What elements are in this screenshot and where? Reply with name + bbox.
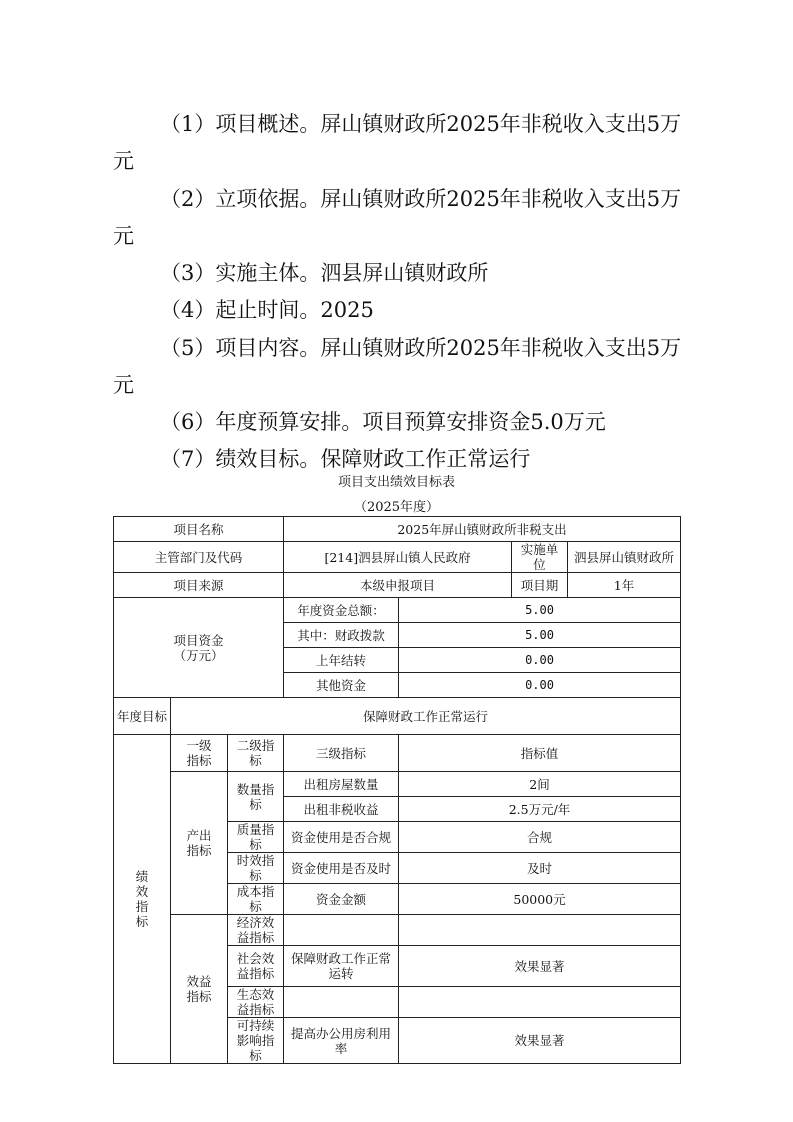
- econ-name: [284, 915, 399, 946]
- project-name-label: 项目名称: [114, 517, 284, 542]
- fund-carryover-value: 0.00: [399, 648, 681, 673]
- paragraph-5-line-2: 元: [113, 373, 134, 397]
- cost-label: 成本指标: [228, 884, 284, 915]
- perf-indicator-text: 绩效指标: [135, 869, 149, 929]
- header-level1: [171, 735, 228, 772]
- table-row: [114, 735, 681, 772]
- header-level2: 二级指标: [228, 735, 284, 772]
- paragraph-1-line-1: （1）项目概述。屏山镇财政所2025年非税收入支出5万: [160, 112, 682, 136]
- output-label: [171, 772, 228, 915]
- timely-label: 时效指标: [228, 853, 284, 884]
- table-row: [114, 772, 681, 797]
- econ-value: [399, 915, 681, 946]
- social-label: 社会效益指标: [228, 946, 284, 987]
- timely-value: 及时: [399, 853, 681, 884]
- unit-value: 泗县屏山镇财政所: [568, 542, 681, 573]
- eco-name: [284, 987, 399, 1018]
- quality-value: 合规: [399, 822, 681, 853]
- header-level1-text: 一级指标: [186, 738, 212, 768]
- paragraph-5-line-1: （5）项目内容。屏山镇财政所2025年非税收入支出5万: [160, 336, 682, 360]
- paragraph-4: （4）起止时间。2025: [160, 298, 374, 322]
- quantity-label: 数量指标: [228, 772, 284, 822]
- sustain-value: 效果显著: [399, 1018, 681, 1064]
- annual-goal-label: 年度目标: [114, 698, 171, 735]
- fund-total-label: 年度资金总额：: [284, 598, 399, 623]
- funds-label-line-1: 项目资金: [173, 632, 224, 648]
- fund-other-value: 0.00: [399, 673, 681, 698]
- benefit-label: [171, 915, 228, 1064]
- fund-carryover-label: 上年结转: [284, 648, 399, 673]
- benefit-label-text: 效益指标: [186, 974, 212, 1004]
- unit-label: 实施单位: [512, 542, 568, 573]
- source-label: 项目来源: [114, 573, 284, 598]
- paragraph-2-line-2: 元: [113, 224, 134, 248]
- q1-name: 出租房屋数量: [284, 772, 399, 797]
- timely-name: 资金使用是否及时: [284, 853, 399, 884]
- table-row: [114, 517, 681, 542]
- period-label: 项目期: [512, 573, 568, 598]
- sustain-name: 提高办公用房利用率: [284, 1018, 399, 1064]
- q2-name: 出租非税收益: [284, 797, 399, 822]
- q2-value: 2.5万元/年: [399, 797, 681, 822]
- header-value: 指标值: [399, 735, 681, 772]
- cost-value: 50000元: [399, 884, 681, 915]
- paragraph-1-line-2: 元: [113, 149, 134, 173]
- output-label-text: 产出指标: [186, 828, 212, 858]
- annual-goal-value: 保障财政工作正常运行: [171, 698, 681, 735]
- quality-label: 质量指标: [228, 822, 284, 853]
- fund-total-value: 5.00: [399, 598, 681, 623]
- perf-indicator-label: [114, 735, 171, 1064]
- project-name-value: 2025年屏山镇财政所非税支出: [284, 517, 681, 542]
- funds-label-line-2: （万元）: [173, 647, 224, 663]
- paragraph-3: （3）实施主体。泗县屏山镇财政所: [160, 261, 489, 285]
- table-row: [114, 542, 681, 573]
- fund-fiscal-label: 其中：财政拨款: [284, 623, 399, 648]
- dept-label: 主管部门及代码: [114, 542, 284, 573]
- paragraph-2-line-1: （2）立项依据。屏山镇财政所2025年非税收入支出5万: [160, 187, 682, 211]
- social-value: 效果显著: [399, 946, 681, 987]
- paragraph-6: （6）年度预算安排。项目预算安排资金5.0万元: [160, 410, 606, 434]
- fund-fiscal-value: 5.00: [399, 623, 681, 648]
- table-row: [114, 573, 681, 598]
- table-row: [114, 915, 681, 946]
- social-name: 保障财政工作正常运转: [284, 946, 399, 987]
- period-value: 1年: [568, 573, 681, 598]
- table-year: （2025年度）: [353, 500, 440, 515]
- source-value: 本级申报项目: [284, 573, 512, 598]
- cost-name: 资金金额: [284, 884, 399, 915]
- sustain-label: 可持续影响指标: [228, 1018, 284, 1064]
- header-level3: 三级指标: [284, 735, 399, 772]
- paragraph-7: （7）绩效目标。保障财政工作正常运行: [160, 447, 531, 471]
- performance-table: [113, 516, 681, 1064]
- funds-label: [114, 598, 284, 698]
- quality-name: 资金使用是否合规: [284, 822, 399, 853]
- eco-label: 生态效益指标: [228, 987, 284, 1018]
- fund-other-label: 其他资金: [284, 673, 399, 698]
- table-row: [114, 698, 681, 735]
- table-title: 项目支出绩效目标表: [337, 475, 455, 490]
- econ-label: 经济效益指标: [228, 915, 284, 946]
- eco-value: [399, 987, 681, 1018]
- dept-value: [214]泗县屏山镇人民政府: [284, 542, 512, 573]
- table-row: [114, 598, 681, 623]
- q1-value: 2间: [399, 772, 681, 797]
